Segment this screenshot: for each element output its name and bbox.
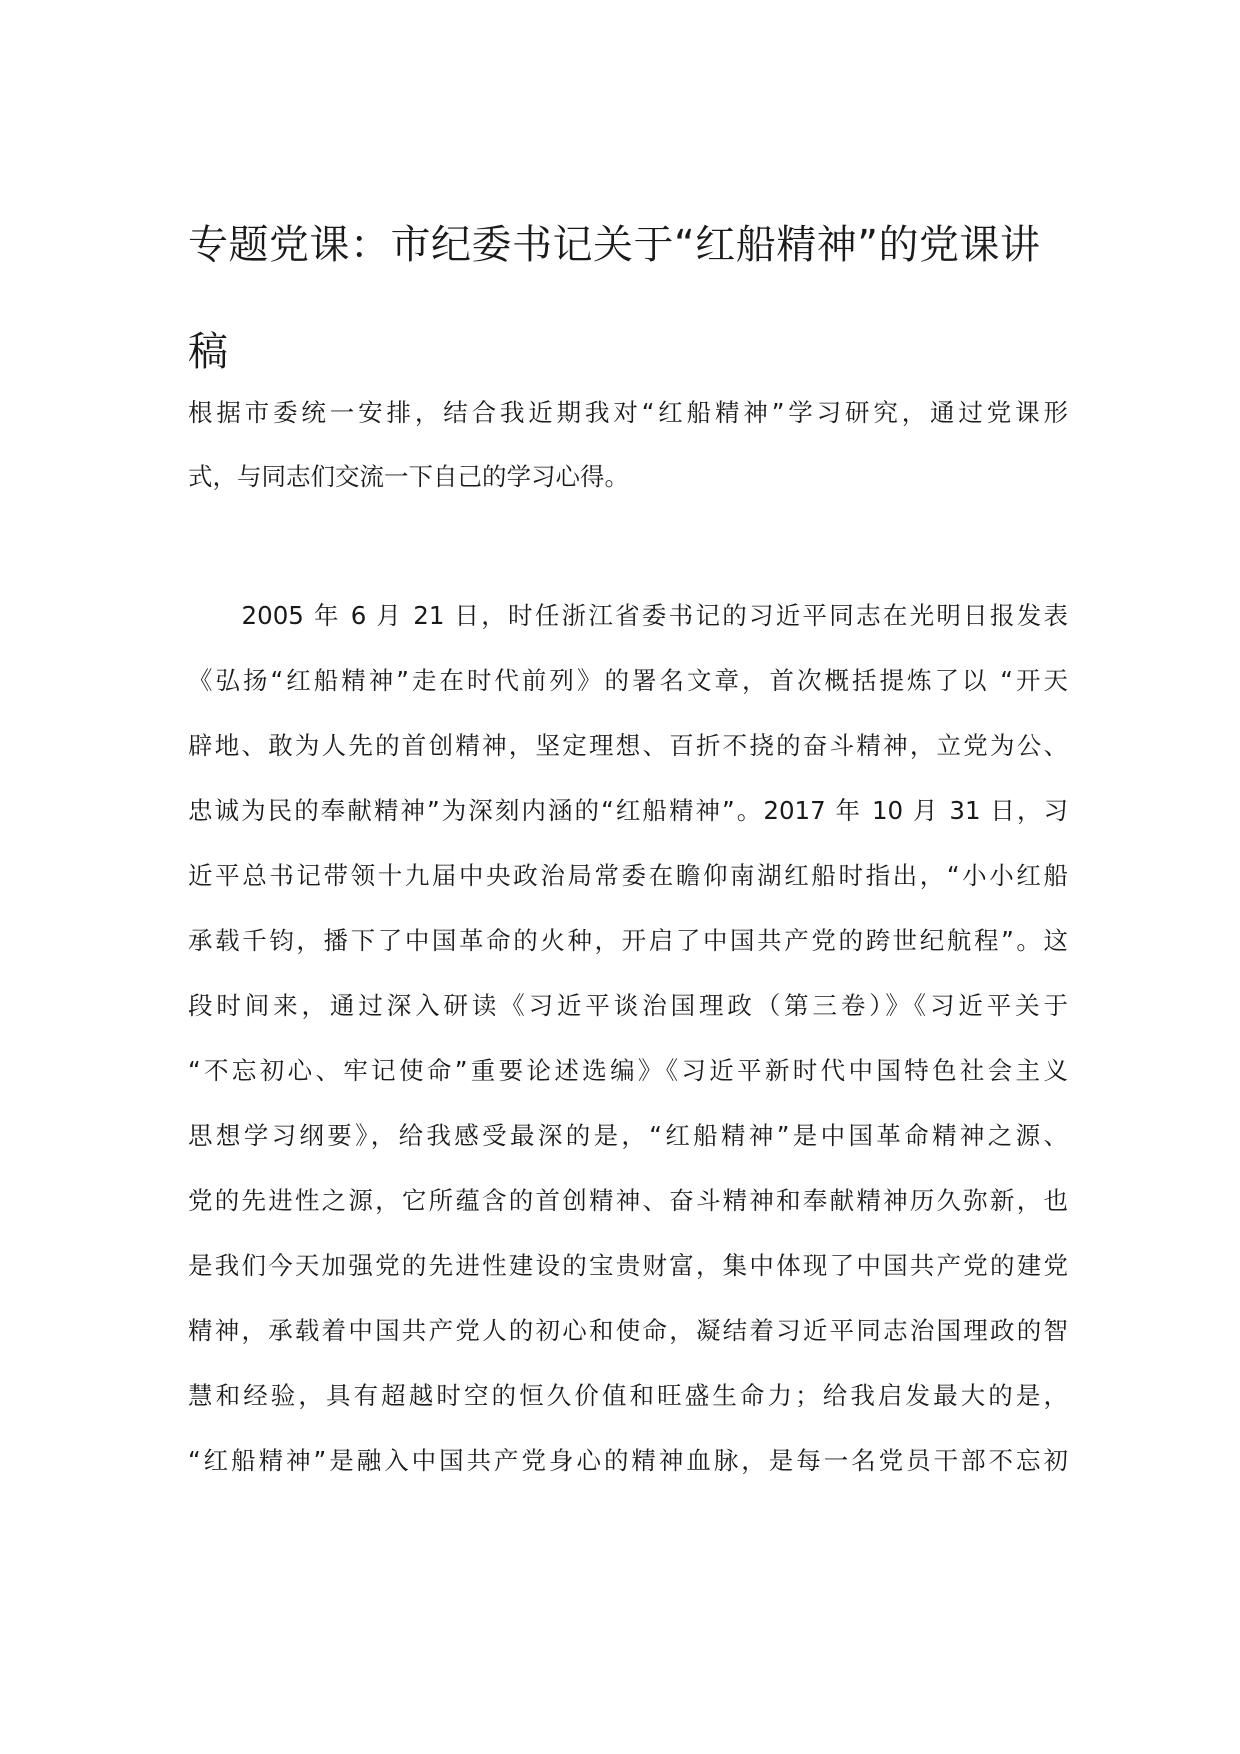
paragraph-2-line-11: 是我们今天加强党的先进性建设的宝贵财富，集中体现了中国共产党的建党 <box>188 1251 1068 1280</box>
paragraph-2-line-14: “红船精神”是融入中国共产党身心的精神血脉，是每一名党员干部不忘初 <box>188 1446 1068 1475</box>
paragraph-1-line-1: 根据市委统一安排，结合我近期我对“红船精神”学习研究，通过党课形 <box>188 398 1068 427</box>
document-title: 专题党课：市纪委书记关于“红船精神”的党课讲稿 <box>188 222 1041 375</box>
paragraph-2-line-10: 党的先进性之源，它所蕴含的首创精神、奋斗精神和奉献精神历久弥新，也 <box>188 1186 1068 1215</box>
paragraph-2-line-5: 近平总书记带领十九届中央政治局常委在瞻仰南湖红船时指出，“小小红船 <box>188 861 1068 890</box>
paragraph-2-line-4: 忠诚为民的奉献精神”为深刻内涵的“红船精神”。2017 年 10 月 31 日，习 <box>188 796 1068 825</box>
paragraph-2-line-13: 慧和经验，具有超越时空的恒久价值和旺盛生命力；给我启发最大的是， <box>188 1381 1068 1410</box>
paragraph-2-line-7: 段时间来，通过深入研读《习近平谈治国理政（第三卷）》《习近平关于 <box>188 991 1068 1020</box>
paragraph-2-line-1: 2005 年 6 月 21 日，时任浙江省委书记的习近平同志在光明日报发表 <box>188 601 1068 630</box>
paragraph-2-line-12: 精神，承载着中国共产党人的初心和使命，凝结着习近平同志治国理政的智 <box>188 1316 1068 1345</box>
paragraph-2-line-3: 辟地、敢为人先的首创精神，坚定理想、百折不挠的奋斗精神，立党为公、 <box>188 731 1068 760</box>
paragraph-2-line-9: 思想学习纲要》，给我感受最深的是，“红船精神”是中国革命精神之源、 <box>188 1121 1068 1150</box>
paragraph-2-line-8: “不忘初心、牢记使命”重要论述选编》《习近平新时代中国特色社会主义 <box>188 1056 1068 1085</box>
paragraph-2-line-2: 《弘扬“红船精神”走在时代前列》的署名文章，首次概括提炼了以 “开天 <box>188 666 1068 695</box>
paragraph-1-line-2: 式，与同志们交流一下自己的学习心得。 <box>188 462 629 491</box>
paragraph-2-line-6: 承载千钧，播下了中国革命的火种，开启了中国共产党的跨世纪航程”。这 <box>188 926 1068 955</box>
